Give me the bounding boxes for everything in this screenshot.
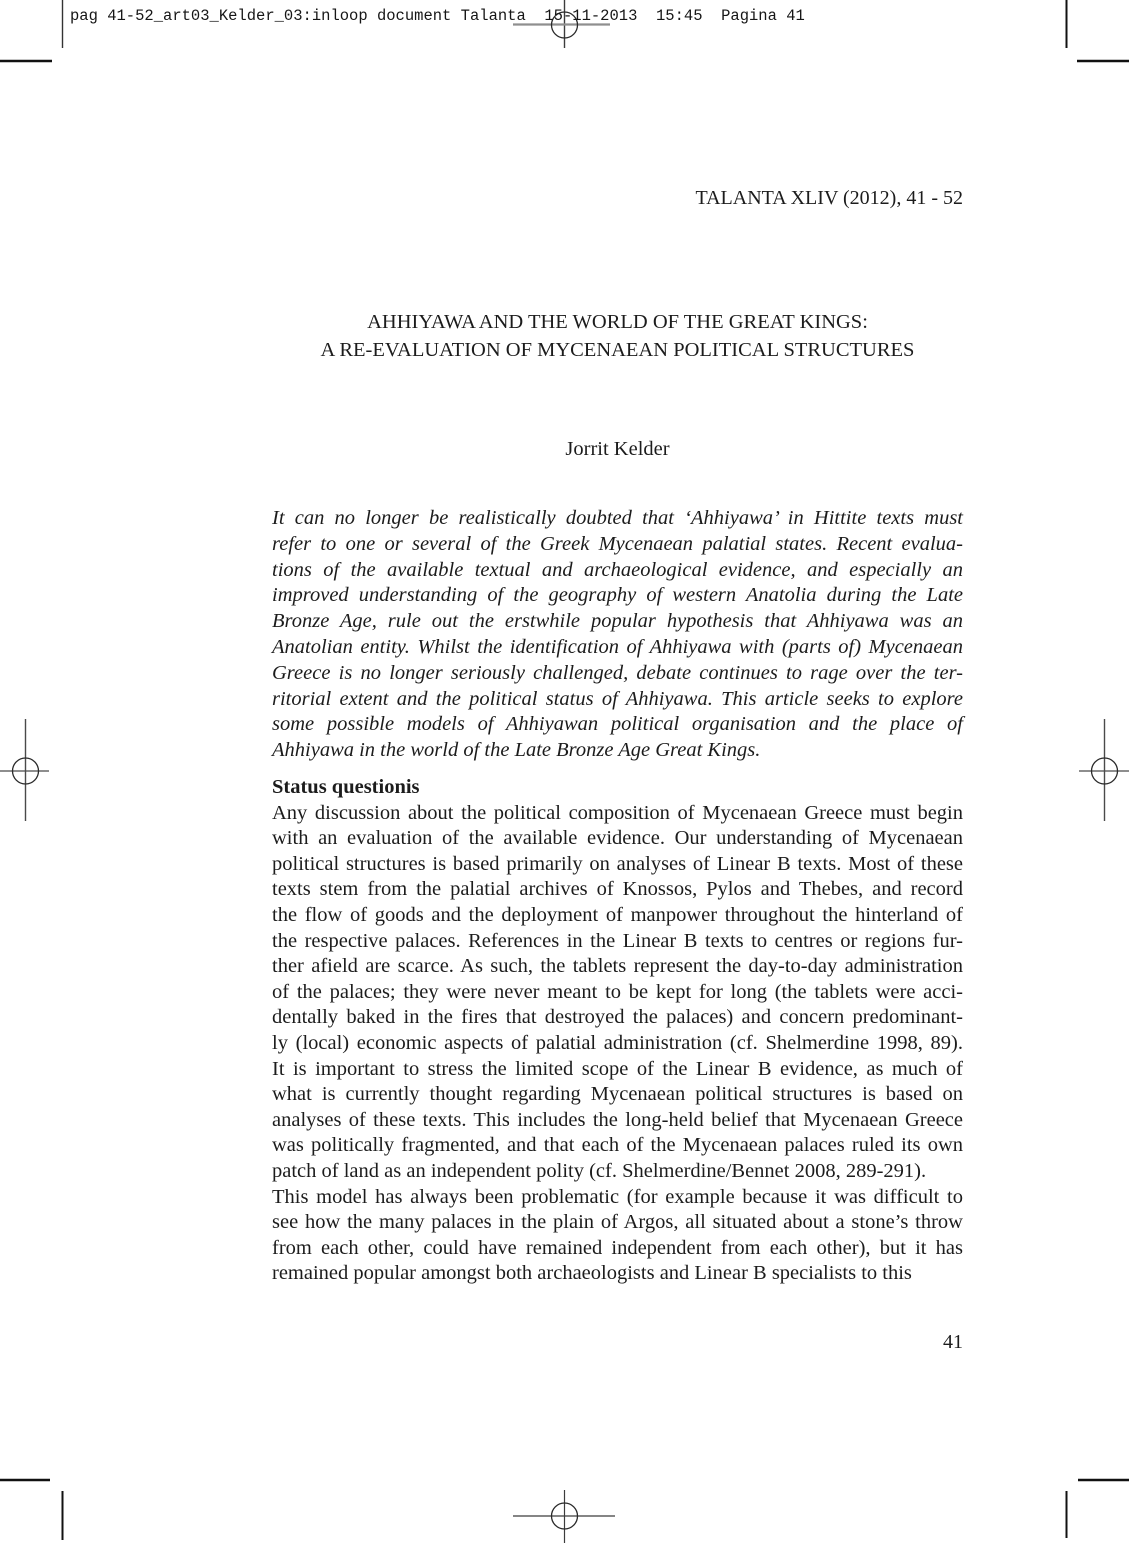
page-number: 41 xyxy=(943,1331,963,1353)
body-paragraph-1: Any discussion about the political composition of Mycenaean Greece must begin with an evaluation of the available evidence. Our understanding of Mycenaean political structures is based primarily on analyses of Linear B texts. Most of these texts stem from the palatial archives of Knossos, Pylos and Thebes, and record the flow of goods and the deployment of manpower throughout the hinterland of the respective palaces. References in the Linear B texts to centres or regions fur- ther afield are scarce. As such, the tablets represent the day-to-day administration of the palaces; they were never meant to be kept for long (the tablets were acci- dentally baked in the fires that destroyed the palaces) and concern predominant- ly (local) economic aspects of palatial administration (cf. Shelmerdine 1998, 89). It is important to stress the limited scope of the Linear B evidence, as much of what is currently thought regarding Mycenaean political structures is based on analyses of these texts. This includes the long-held belief that Mycenaean Greece was politically fragmented, and that each of the Mycenaean palaces ruled its own patch of land as an independent polity (cf. Shelmerdine/Bennet 2008, 289-291). xyxy=(272,801,963,1182)
body-paragraph-2: This model has always been problematic (for example because it was difficult to see how the many palaces in the plain of Argos, all situated about a stone’s throw from each other, could have remained independent from each other), but it has remained popular amongst both archaeologists and Linear B specialists to this xyxy=(272,1185,963,1285)
section-heading: Status questionis xyxy=(272,776,420,798)
author-name: Jorrit Kelder xyxy=(565,438,670,460)
article-title xyxy=(272,308,963,365)
registration-mark-right xyxy=(1079,719,1129,821)
crop-mark-bottom-left xyxy=(0,1480,63,1540)
article-title-line1: AHHIYAWA AND THE WORLD OF THE GREAT KINGS: xyxy=(367,311,868,333)
article-body xyxy=(272,775,963,1287)
proof-header-text: pag 41-52_art03_Kelder_03:inloop document Talanta 15-11-2013 15:45 Pagina 41 xyxy=(70,7,805,25)
crop-mark-top-right xyxy=(1067,0,1129,61)
article-title-line2: A RE-EVALUATION OF MYCENAEAN POLITICAL STRUCTURES xyxy=(320,339,915,362)
crop-mark-bottom-right xyxy=(1067,1480,1129,1538)
registration-mark-left xyxy=(0,719,49,821)
abstract-text: It can no longer be realistically doubted that ‘Ahhiyawa’ in Hittite texts must refer to one or several of the Greek Mycenaean palatial states. Recent evalua- tions of the available textual and archaeological evidence, and especially an improved understanding of the geography of western Anatolia during the Late Bronze Age, rule out the erstwhile popular hypothesis that Ahhiyawa was an Anatolian entity. Whilst the identification of Ahhiyawa with (parts of) Mycenaean Greece is no longer seriously challenged, debate continues to rage over the ter- ritorial extent and the political status of Ahhiyawa. This article seeks to explore some possible models of Ahhiyawan political organisation and the place of Ahhiyawa in the world of the Late Bronze Age Great Kings. xyxy=(272,507,963,762)
journal-volume-line: TALANTA XLIV (2012), 41 - 52 xyxy=(695,187,963,209)
registration-mark-bottom xyxy=(513,1490,615,1543)
crop-mark-top-left xyxy=(0,0,63,61)
